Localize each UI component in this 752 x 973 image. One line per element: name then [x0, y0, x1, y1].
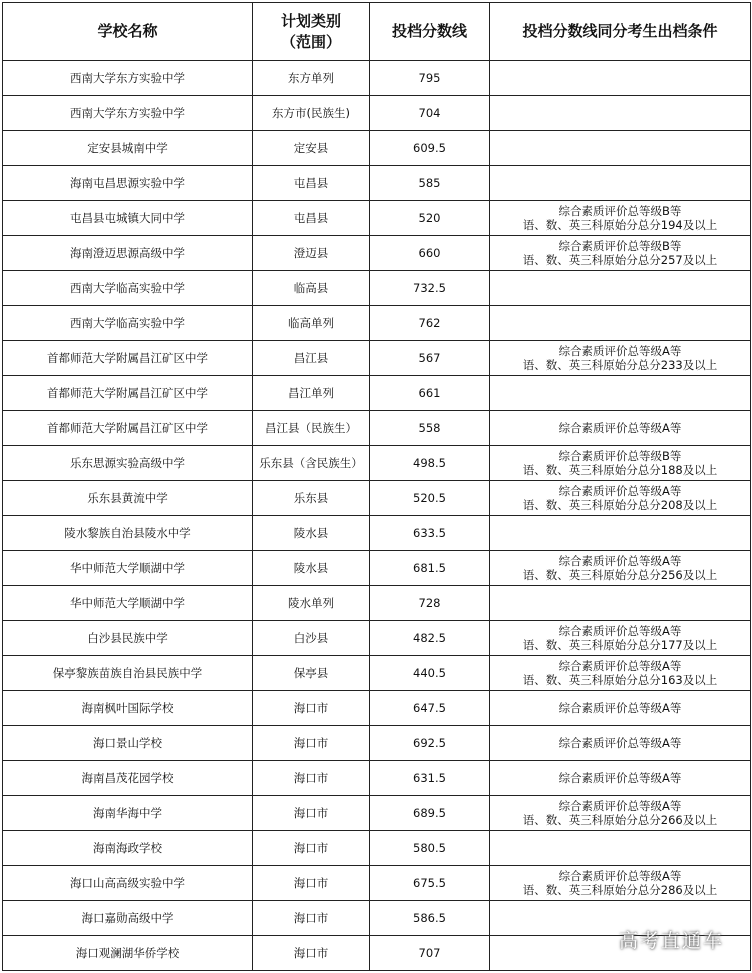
school-name-cell: 海口嘉勋高级中学 — [3, 901, 253, 936]
condition-cell — [490, 691, 751, 726]
condition-cell — [490, 96, 751, 131]
score-cell: 631.5 — [370, 761, 490, 796]
condition-line-1: 综合素质评价总等级A等 — [558, 484, 682, 498]
plan-type-cell: 海口市 — [253, 761, 370, 796]
score-cell: 482.5 — [370, 621, 490, 656]
score-cell: 692.5 — [370, 726, 490, 761]
header-score: 投档分数线 — [370, 3, 490, 61]
condition-cell — [490, 516, 751, 551]
condition-cell — [490, 621, 751, 656]
score-cell: 704 — [370, 96, 490, 131]
school-name-cell: 海口观澜湖华侨学校 — [3, 936, 253, 971]
condition-line-2: 语、数、英三科原始分总分233及以上 — [522, 358, 718, 372]
plan-type-cell: 昌江县（民族生） — [253, 411, 370, 446]
condition-cell — [490, 761, 751, 796]
score-cell: 762 — [370, 306, 490, 341]
condition-line-2: 语、数、英三科原始分总分208及以上 — [522, 498, 718, 512]
school-name-cell: 海口山高高级实验中学 — [3, 866, 253, 901]
header-plan-type-line1: 计划类别 — [280, 11, 341, 30]
table-row — [3, 691, 751, 726]
condition-line-1: 综合素质评价总等级A等 — [558, 344, 682, 358]
condition-cell — [490, 586, 751, 621]
plan-type-cell: 海口市 — [253, 691, 370, 726]
table-row — [3, 166, 751, 201]
table-row — [3, 411, 751, 446]
score-cell: 633.5 — [370, 516, 490, 551]
plan-type-cell: 海口市 — [253, 936, 370, 971]
table-row — [3, 621, 751, 656]
school-name-cell: 海口景山学校 — [3, 726, 253, 761]
plan-type-cell: 海口市 — [253, 796, 370, 831]
condition-cell — [490, 411, 751, 446]
score-cell: 609.5 — [370, 131, 490, 166]
score-cell: 660 — [370, 236, 490, 271]
condition-line-1: 综合素质评价总等级B等 — [558, 239, 682, 253]
condition-line-1: 综合素质评价总等级A等 — [558, 799, 682, 813]
condition-cell — [490, 726, 751, 761]
condition-line-1: 综合素质评价总等级B等 — [558, 449, 682, 463]
score-cell: 440.5 — [370, 656, 490, 691]
score-cell: 585 — [370, 166, 490, 201]
plan-type-cell: 陵水县 — [253, 551, 370, 586]
plan-type-cell: 昌江单列 — [253, 376, 370, 411]
table-row — [3, 446, 751, 481]
condition-line-2: 语、数、英三科原始分总分177及以上 — [522, 638, 718, 652]
plan-type-cell: 陵水单列 — [253, 586, 370, 621]
plan-type-cell: 海口市 — [253, 726, 370, 761]
condition-line-2: 语、数、英三科原始分总分188及以上 — [522, 463, 718, 477]
school-name-cell: 海南枫叶国际学校 — [3, 691, 253, 726]
condition-line-1: 综合素质评价总等级A等 — [558, 771, 682, 785]
plan-type-cell: 海口市 — [253, 866, 370, 901]
table-row — [3, 656, 751, 691]
score-cell: 580.5 — [370, 831, 490, 866]
condition-line-2: 语、数、英三科原始分总分256及以上 — [522, 568, 718, 582]
score-cell: 681.5 — [370, 551, 490, 586]
plan-type-cell: 东方市(民族生) — [253, 96, 370, 131]
school-name-cell: 陵水黎族自治县陵水中学 — [3, 516, 253, 551]
plan-type-cell: 乐东县 — [253, 481, 370, 516]
plan-type-cell: 乐东县（含民族生） — [253, 446, 370, 481]
condition-cell — [490, 201, 751, 236]
score-cell: 647.5 — [370, 691, 490, 726]
table-row — [3, 61, 751, 96]
condition-line-2: 语、数、英三科原始分总分163及以上 — [522, 673, 718, 687]
school-name-cell: 西南大学东方实验中学 — [3, 61, 253, 96]
condition-cell — [490, 306, 751, 341]
score-cell: 689.5 — [370, 796, 490, 831]
table-row — [3, 796, 751, 831]
condition-cell — [490, 551, 751, 586]
condition-cell — [490, 796, 751, 831]
school-name-cell: 乐东思源实验高级中学 — [3, 446, 253, 481]
table-row — [3, 761, 751, 796]
table-row — [3, 341, 751, 376]
condition-cell — [490, 131, 751, 166]
condition-cell — [490, 866, 751, 901]
score-cell: 732.5 — [370, 271, 490, 306]
score-cell: 558 — [370, 411, 490, 446]
condition-line-1: 综合素质评价总等级A等 — [558, 736, 682, 750]
school-name-cell: 华中师范大学顺湖中学 — [3, 551, 253, 586]
score-cell: 498.5 — [370, 446, 490, 481]
table-row — [3, 376, 751, 411]
school-name-cell: 华中师范大学顺湖中学 — [3, 586, 253, 621]
school-name-cell: 海南澄迈思源高级中学 — [3, 236, 253, 271]
plan-type-cell: 陵水县 — [253, 516, 370, 551]
condition-line-2: 语、数、英三科原始分总分286及以上 — [522, 883, 718, 897]
condition-cell — [490, 61, 751, 96]
table-row — [3, 481, 751, 516]
plan-type-cell: 东方单列 — [253, 61, 370, 96]
plan-type-cell: 海口市 — [253, 831, 370, 866]
table-row — [3, 96, 751, 131]
header-school-name: 学校名称 — [3, 3, 253, 61]
school-name-cell: 西南大学临高实验中学 — [3, 306, 253, 341]
plan-type-cell: 白沙县 — [253, 621, 370, 656]
table-row — [3, 726, 751, 761]
condition-line-1: 综合素质评价总等级A等 — [558, 659, 682, 673]
table-row — [3, 271, 751, 306]
condition-line-2: 语、数、英三科原始分总分257及以上 — [522, 253, 718, 267]
score-cell: 586.5 — [370, 901, 490, 936]
condition-cell — [490, 271, 751, 306]
condition-line-1: 综合素质评价总等级A等 — [558, 421, 682, 435]
school-name-cell: 定安县城南中学 — [3, 131, 253, 166]
condition-cell — [490, 656, 751, 691]
score-cell: 707 — [370, 936, 490, 971]
score-cell: 795 — [370, 61, 490, 96]
table-row — [3, 551, 751, 586]
header-plan-type-line2: （范围） — [280, 32, 341, 51]
school-name-cell: 海南屯昌思源实验中学 — [3, 166, 253, 201]
school-name-cell: 首都师范大学附属昌江矿区中学 — [3, 411, 253, 446]
header-plan-type — [253, 3, 370, 61]
score-cell: 520.5 — [370, 481, 490, 516]
school-name-cell: 首都师范大学附属昌江矿区中学 — [3, 341, 253, 376]
school-name-cell: 首都师范大学附属昌江矿区中学 — [3, 376, 253, 411]
table-row — [3, 306, 751, 341]
table-row — [3, 831, 751, 866]
condition-cell — [490, 446, 751, 481]
table-row — [3, 516, 751, 551]
plan-type-cell: 屯昌县 — [253, 201, 370, 236]
plan-type-cell: 保亭县 — [253, 656, 370, 691]
school-name-cell: 西南大学临高实验中学 — [3, 271, 253, 306]
condition-line-1: 综合素质评价总等级A等 — [558, 701, 682, 715]
plan-type-cell: 临高县 — [253, 271, 370, 306]
condition-cell — [490, 166, 751, 201]
school-name-cell: 海南昌茂花园学校 — [3, 761, 253, 796]
condition-line-1: 综合素质评价总等级B等 — [558, 204, 682, 218]
table-row — [3, 201, 751, 236]
school-name-cell: 保亭黎族苗族自治县民族中学 — [3, 656, 253, 691]
condition-cell — [490, 341, 751, 376]
school-name-cell: 白沙县民族中学 — [3, 621, 253, 656]
condition-cell — [490, 236, 751, 271]
condition-cell — [490, 481, 751, 516]
school-name-cell: 屯昌县屯城镇大同中学 — [3, 201, 253, 236]
score-cell: 728 — [370, 586, 490, 621]
admission-score-table — [2, 2, 751, 971]
school-name-cell: 乐东县黄流中学 — [3, 481, 253, 516]
score-cell: 675.5 — [370, 866, 490, 901]
table-row — [3, 586, 751, 621]
plan-type-cell: 昌江县 — [253, 341, 370, 376]
plan-type-cell: 临高单列 — [253, 306, 370, 341]
condition-cell — [490, 376, 751, 411]
header-condition: 投档分数线同分考生出档条件 — [490, 3, 751, 61]
condition-line-2: 语、数、英三科原始分总分194及以上 — [522, 218, 718, 232]
condition-cell — [490, 831, 751, 866]
condition-line-1: 综合素质评价总等级A等 — [558, 554, 682, 568]
score-cell: 520 — [370, 201, 490, 236]
score-cell: 661 — [370, 376, 490, 411]
plan-type-cell: 屯昌县 — [253, 166, 370, 201]
condition-line-1: 综合素质评价总等级A等 — [558, 869, 682, 883]
table-header-row — [3, 3, 751, 61]
score-cell: 567 — [370, 341, 490, 376]
plan-type-cell: 定安县 — [253, 131, 370, 166]
condition-line-1: 综合素质评价总等级A等 — [558, 624, 682, 638]
school-name-cell: 西南大学东方实验中学 — [3, 96, 253, 131]
table-row — [3, 236, 751, 271]
condition-line-2: 语、数、英三科原始分总分266及以上 — [522, 813, 718, 827]
table-row — [3, 131, 751, 166]
plan-type-cell: 澄迈县 — [253, 236, 370, 271]
watermark-text: 高考直通车 — [618, 930, 724, 952]
school-name-cell: 海南海政学校 — [3, 831, 253, 866]
school-name-cell: 海南华海中学 — [3, 796, 253, 831]
plan-type-cell: 海口市 — [253, 901, 370, 936]
table-row — [3, 866, 751, 901]
